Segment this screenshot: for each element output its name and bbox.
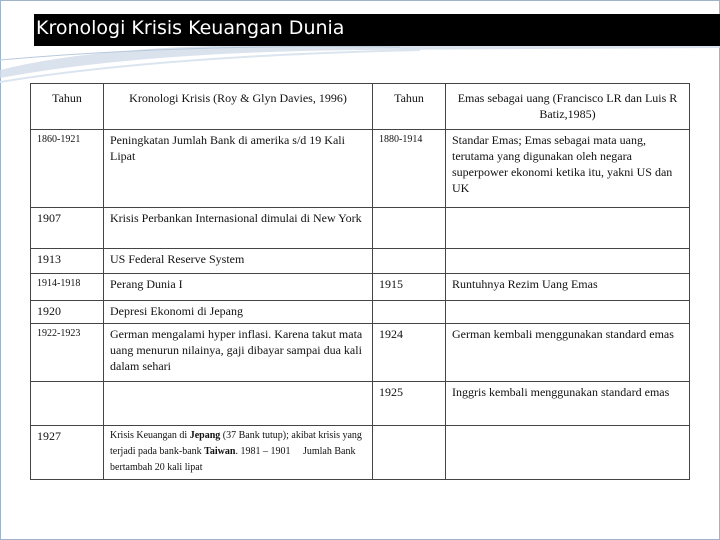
cell-gold: [446, 208, 690, 249]
cell-year: 1927: [31, 426, 104, 480]
table-row: [31, 130, 690, 208]
cell-year2: 1880-1914: [373, 130, 446, 208]
cell-gold: [446, 426, 690, 480]
cell-gold: [446, 301, 690, 324]
cell-event: Krisis Perbankan Internasional dimulai di New York: [104, 208, 373, 249]
cell-year2: 1915: [373, 274, 446, 301]
cell-year2: 1924: [373, 324, 446, 382]
table-row: [31, 426, 690, 480]
event-text-part: . 1981 – 1901 Jumlah Bank bertambah 20 kali lipat: [110, 446, 358, 473]
cell-year2: [373, 208, 446, 249]
cell-gold: Inggris kembali menggunakan standard emas: [446, 382, 690, 426]
cell-gold: Standar Emas; Emas sebagai mata uang, terutama yang digunakan oleh negara superpower ekonomi ketika itu, yakni US dan UK: [446, 130, 690, 208]
table-row: [31, 249, 690, 274]
event-text-bold-taiwan: Taiwan: [204, 446, 236, 457]
table-header-row: [31, 84, 690, 130]
cell-gold: Runtuhnya Rezim Uang Emas: [446, 274, 690, 301]
table-row: [31, 208, 690, 249]
cell-event: [104, 382, 373, 426]
event-text-part: (37 Bank tutup); akibat krisis yang terjadi pada bank-bank: [110, 430, 362, 457]
cell-year: 1920: [31, 301, 104, 324]
table-row: [31, 274, 690, 301]
table-row: [31, 324, 690, 382]
cell-event: Depresi Ekonomi di Jepang: [104, 301, 373, 324]
cell-year2: [373, 249, 446, 274]
event-text-part: Krisis Keuangan di: [110, 430, 190, 441]
cell-year: 1860-1921: [31, 130, 104, 208]
header-emas: Emas sebagai uang (Francisco LR dan Luis R Batiz,1985): [446, 84, 690, 130]
cell-year: 1913: [31, 249, 104, 274]
cell-year2: 1925: [373, 382, 446, 426]
header-kronologi: Kronologi Krisis (Roy & Glyn Davies, 1996): [104, 84, 373, 130]
header-tahun-right: Tahun: [373, 84, 446, 130]
cell-year2: [373, 301, 446, 324]
cell-year: 1914-1918: [31, 274, 104, 301]
cell-event: German mengalami hyper inflasi. Karena takut mata uang menurun nilainya, gaji dibayar sampai dua kali dalam sehari: [104, 324, 373, 382]
event-text-bold-jepang: Jepang: [189, 430, 221, 441]
table-row: [31, 301, 690, 324]
slide-title: Kronologi Krisis Keuangan Dunia: [36, 17, 345, 39]
cell-event: [104, 426, 373, 480]
cell-event: Peningkatan Jumlah Bank di amerika s/d 19 Kali Lipat: [104, 130, 373, 208]
cell-year: 1907: [31, 208, 104, 249]
table-row: [31, 382, 690, 426]
cell-gold: German kembali menggunakan standard emas: [446, 324, 690, 382]
cell-gold: [446, 249, 690, 274]
cell-event: Perang Dunia I: [104, 274, 373, 301]
cell-year: 1922-1923: [31, 324, 104, 382]
header-tahun-left: Tahun: [31, 84, 104, 130]
cell-year2: [373, 426, 446, 480]
chronology-table: [30, 83, 690, 480]
cell-event: US Federal Reserve System: [104, 249, 373, 274]
cell-year: [31, 382, 104, 426]
